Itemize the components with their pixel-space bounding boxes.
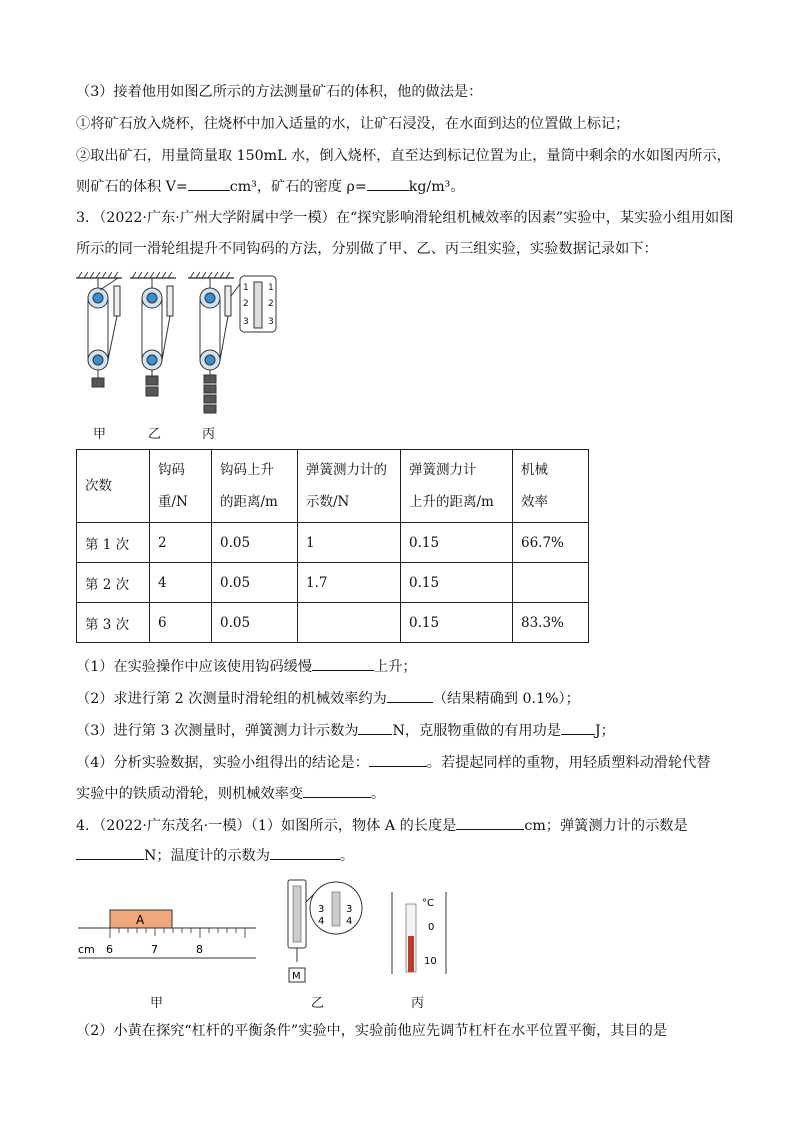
header-cell: 次数 [77,450,150,523]
q-prev-volume-line [76,176,465,197]
thermo-tick-10: 10 [424,956,437,967]
table-cell: 0.15 [401,563,513,603]
spring-scale-figure [280,874,370,994]
q3-sub3: （3）进行第 3 次测量时，弹簧测力计示数为 N，克服物重做的有用功是 J； [76,720,615,741]
blank-q3-3b[interactable] [561,720,595,735]
table-cell-empty[interactable] [513,563,589,603]
spring-mark-right-4: 4 [346,916,353,927]
thermometer-figure [388,890,454,976]
ruler-figure [78,900,258,970]
scale-mark-left-1: 1 [243,283,249,293]
header-cell: 机械 效率 [513,450,589,523]
fig3-label-bing: 丙 [202,427,216,442]
blank-density[interactable] [367,176,409,191]
table-cell: 0.05 [212,523,298,563]
q4-part2: （2）小黄在探究“杠杆的平衡条件”实验中，实验前他应先调节杠杆在水平位置平衡，其目的是 [76,1023,668,1039]
header-cell: 钩码上升 的距离/m [212,450,298,523]
table-cell: 1.7 [298,563,401,603]
scale-mark-left-2: 2 [243,299,249,309]
table-row [77,603,589,643]
table-header-row [77,450,589,523]
table-row [77,523,589,563]
header-cell: 弹簧测力计的 示数/N [298,450,401,523]
table-cell: 0.15 [401,523,513,563]
fig4-label-yi: 乙 [311,996,325,1011]
spring-mark-right-3: 3 [346,904,353,915]
ruler-unit: cm [78,943,95,956]
table-cell: 6 [150,603,212,643]
table-cell: 0.05 [212,563,298,603]
q-prev-step1: ①将矿石放入烧杯，往烧杯中加入适量的水，让矿石浸没，在水面到达的位置做上标记； [76,116,630,132]
table-cell: 83.3% [513,603,589,643]
table-row [77,563,589,603]
pulley-setup-a [88,278,120,387]
text-volume: 则矿石的体积 V= [76,179,188,195]
pulley-figure [70,268,290,428]
table-cell: 66.7% [513,523,589,563]
header-cell: 钩码 重/N [150,450,212,523]
table-cell: 0.15 [401,603,513,643]
spring-mark-left-3: 3 [318,904,325,915]
q3-sub1: （1）在实验操作中应该使用钩码缓慢 上升； [76,656,417,677]
blank-q4-temp[interactable] [270,845,340,860]
blank-volume[interactable] [188,176,230,191]
table-cell: 第 3 次 [77,603,150,643]
fig3-label-jia: 甲 [93,427,107,442]
ruler-tick-6: 6 [106,943,113,956]
header-cell: 弹簧测力计 上升的距离/m [401,450,513,523]
blank-q3-2[interactable] [387,688,433,703]
blank-q3-1[interactable] [312,656,374,671]
scale-mark-right-1: 1 [268,283,274,293]
scale-mark-left-3: 3 [243,317,249,327]
text-density-unit: kg/m³。 [408,179,465,195]
scale-mark-right-3: 3 [268,317,274,327]
blank-q4-force[interactable] [76,845,144,860]
thermo-unit: °C [422,898,434,909]
text-density: cm³，矿石的密度 ρ= [229,179,367,195]
blank-q3-4b[interactable] [303,783,371,798]
block-a-label: A [136,913,145,927]
q4-stem-line1: 4．（2022·广东茂名·一模）（1）如图所示，物体 A 的长度是 cm；弹簧测力计的示数是 [76,815,688,836]
fig4-label-bing: 丙 [411,996,425,1011]
weight-m-label: M [292,971,301,982]
q3-stem-line1: 3．（2022·广东·广州大学附属中学一模）在“探究影响滑轮组机械效率的因素”实验中，某实验小组用如图 [76,210,734,226]
fig3-label-yi: 乙 [148,427,162,442]
ruler-tick-7: 7 [151,943,158,956]
q3-sub4-cont: 实验中的铁质动滑轮，则机械效率变 。 [76,783,385,804]
pulley-setup-b [142,278,173,396]
data-table [76,449,589,643]
q-prev-part3: （3）接着他用如图乙所示的方法测量矿石的体积，他的做法是： [76,84,483,100]
table-cell: 第 2 次 [77,563,150,603]
q4-stem-line2: N；温度计的示数为 。 [76,845,354,866]
blank-q3-3a[interactable] [358,720,392,735]
ruler-tick-8: 8 [196,943,203,956]
scale-mark-right-2: 2 [268,299,274,309]
q3-sub2: （2）求进行第 2 次测量时滑轮组的机械效率约为 （结果精确到 0.1%）； [76,688,580,709]
spring-mark-left-4: 4 [318,916,325,927]
table-cell: 1 [298,523,401,563]
table-cell-empty[interactable] [298,603,401,643]
q3-sub4: （4）分析实验数据，实验小组得出的结论是： 。若提起同样的重物，用轻质塑料动滑轮代替 [76,752,711,773]
table-cell: 0.05 [212,603,298,643]
fig4-label-jia: 甲 [150,996,164,1011]
table-cell: 4 [150,563,212,603]
blank-q3-4a[interactable] [369,752,427,767]
blank-q4-length[interactable] [456,815,524,830]
table-cell: 第 1 次 [77,523,150,563]
thermo-tick-0: 0 [428,922,435,933]
q-prev-step2: ②取出矿石，用量筒量取 150mL 水，倒入烧杯，直至达到标记位置为止，量筒中剩余的水如图丙所示， [76,148,731,164]
pulley-setup-c [200,276,276,413]
q3-stem-line2: 所示的同一滑轮组提升不同钩码的方法，分别做了甲、乙、丙三组实验，实验数据记录如下： [76,241,658,257]
table-cell: 2 [150,523,212,563]
